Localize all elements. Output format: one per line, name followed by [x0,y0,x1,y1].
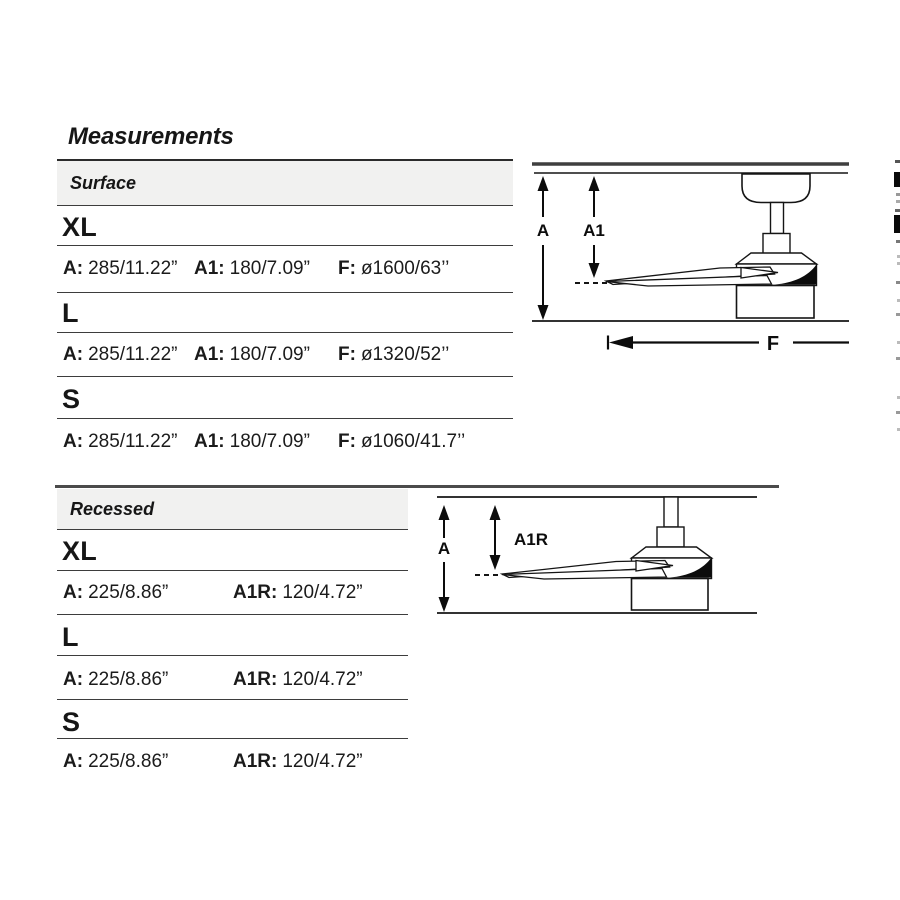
dimension-label-a: A [536,221,550,240]
row-divider [57,614,408,615]
recessed-fan-drawing [430,490,765,625]
fan-motor-body [737,286,815,319]
surface-mount-diagram [530,155,862,360]
surface-l-specs [57,344,513,366]
fan-motor-top [737,253,817,264]
row-divider [57,738,408,739]
fan-motor-top [632,547,712,558]
dimension-arrow-f [608,333,849,355]
spec-f: F: ø1600/63’’ [338,258,450,279]
page-title: Measurements [68,123,234,150]
page-edge-artifact [896,240,900,243]
recessed-section-label: Recessed [70,498,155,519]
dimension-arrow-a1r [490,505,549,570]
row-divider [57,418,513,419]
arrow-up-icon [490,505,501,520]
arrow-down-icon [439,597,450,612]
size-label-s: S [62,384,81,414]
surface-xl-specs [57,258,513,280]
size-label-l: L [62,298,79,328]
dimension-label-a1r: A1R [514,530,549,549]
spec-a: A: 285/11.22” [63,431,178,452]
arrow-up-icon [439,505,450,520]
dimension-label-f: F [766,333,780,355]
spec-a1r: A1R: 120/4.72” [233,751,363,772]
row-divider [57,332,513,333]
section-separator-line [55,485,779,488]
arrow-left-icon [609,336,633,349]
page-edge-artifact [896,281,900,284]
spec-a: A: 285/11.22” [63,258,178,279]
page-edge-artifact [896,357,900,360]
spec-a: A: 285/11.22” [63,344,178,365]
page-edge-artifact [895,160,900,163]
size-label-xl: XL [62,536,97,566]
spec-a1: A1: 180/7.09” [194,344,310,365]
row-divider [57,655,408,656]
recessed-xl-specs [57,582,408,604]
page-edge-artifact [894,215,900,233]
size-label-xl: XL [62,212,97,242]
row-divider [57,292,513,293]
page-edge-artifact [896,411,900,414]
row-divider [57,205,513,206]
surface-section-label: Surface [70,172,137,193]
fan-coupler [763,234,790,254]
row-divider [57,570,408,571]
spec-a1: A1: 180/7.09” [194,431,310,452]
recessed-s-specs [57,751,408,773]
row-divider [57,529,408,530]
page-edge-artifact [896,313,900,316]
surface-s-specs [57,431,513,453]
ceiling-fan-figure [502,497,712,610]
spec-a1: A1: 180/7.09” [194,258,310,279]
row-divider [57,376,513,377]
fan-downrod [664,497,678,527]
surface-section-header [57,161,513,205]
size-label-s: S [62,707,81,737]
page-edge-artifact [896,193,900,196]
dimension-label-a: A [437,539,451,558]
recessed-section-header [57,489,408,529]
recessed-mount-diagram [430,490,765,625]
dimension-arrow-a1 [583,176,605,278]
recessed-l-specs [57,669,408,691]
fan-downrod [771,203,784,234]
fan-motor-body [632,579,709,611]
page-edge-artifact [896,200,900,203]
row-divider [57,245,513,246]
arrow-down-icon [490,555,501,570]
arrow-down-icon [589,263,600,278]
dimension-label-a1: A1 [583,221,605,240]
spec-f: F: ø1320/52’’ [338,344,450,365]
arrow-up-icon [589,176,600,191]
spec-a1r: A1R: 120/4.72” [233,669,363,690]
spec-a: A: 225/8.86” [63,669,169,690]
page-edge-artifact [895,209,900,212]
spec-f: F: ø1060/41.7’’ [338,431,466,452]
row-divider [57,699,408,700]
ceiling-fan-figure [606,174,817,318]
size-label-l: L [62,622,79,652]
dimension-arrow-a [537,176,549,320]
spec-a1r: A1R: 120/4.72” [233,582,363,603]
spec-a: A: 225/8.86” [63,582,169,603]
spec-a: A: 225/8.86” [63,751,169,772]
fan-canopy [742,174,810,203]
surface-fan-drawing [530,155,862,360]
page-edge-artifact [894,172,900,187]
arrow-down-icon [538,305,549,320]
dimension-arrow-a [438,505,450,612]
arrow-up-icon [538,176,549,191]
fan-coupler [657,527,684,547]
